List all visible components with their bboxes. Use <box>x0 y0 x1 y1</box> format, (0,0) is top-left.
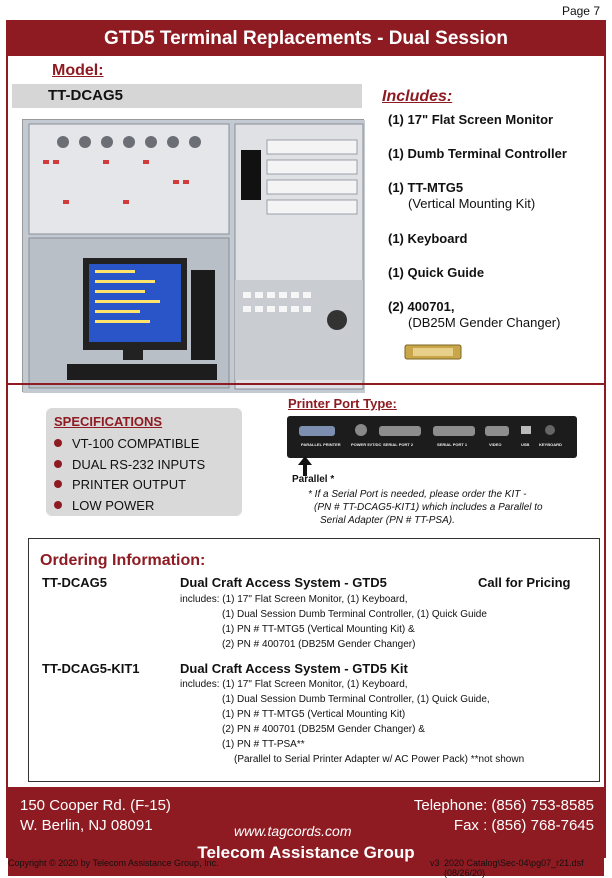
note-line: (PN # TT-DCAG5-KIT1) which includes a Parallel to <box>314 502 543 513</box>
includes-list <box>388 112 603 331</box>
product-photo-illustration <box>23 120 365 393</box>
printer-port-note <box>308 488 543 527</box>
product-photo <box>22 119 364 392</box>
model-label: Model: <box>52 62 104 79</box>
copyright-text: Copyright © 2020 by Telecom Assistance Group, Inc. <box>8 858 219 868</box>
power-port-icon <box>355 424 367 436</box>
model-name: TT-DCAG5 <box>48 87 123 104</box>
keyboard-port-icon <box>545 425 555 435</box>
spec-item-text: PRINTER OUTPUT <box>72 477 187 492</box>
detail-line: (2) PN # 400701 (DB25M Gender Changer) & <box>222 724 425 735</box>
include-item-text: (1) Quick Guide <box>388 265 485 280</box>
include-item <box>388 299 603 331</box>
order-row-description: Dual Craft Access System - GTD5 Kit <box>180 661 408 676</box>
detail-line: (1) PN # TT-PSA** <box>222 739 305 750</box>
specifications-title: SPECIFICATIONS <box>54 414 163 429</box>
detail-line: (1) PN # TT-MTG5 (Vertical Mounting Kit) <box>222 709 406 720</box>
usb-port-icon <box>521 426 531 434</box>
include-item <box>388 180 603 212</box>
detail-line: (1) Dual Session Dumb Terminal Controller, (1) Quick Guide <box>222 609 487 620</box>
page-title: GTD5 Terminal Replacements - Dual Session <box>8 22 604 56</box>
panel-label-video: VIDEO <box>489 442 502 447</box>
detail-line: (1) PN # TT-MTG5 (Vertical Mounting Kit) & <box>222 624 415 635</box>
page-number: Page 7 <box>561 4 600 18</box>
order-row-price: Call for Pricing <box>478 575 571 590</box>
include-item <box>388 112 603 128</box>
spec-item-text: LOW POWER <box>72 497 155 513</box>
detail-line: (1) Dual Session Dumb Terminal Controller, (1) Quick Guide, <box>222 694 490 705</box>
spec-item <box>54 455 205 476</box>
bullet-icon <box>54 480 62 488</box>
page-frame <box>6 20 606 862</box>
footer-company-name: Telecom Assistance Group <box>197 843 415 862</box>
include-item-text: (1) TT-MTG5 <box>388 180 464 195</box>
footer-address-line2: W. Berlin, NJ 08091 <box>20 817 153 834</box>
serial-port-1-icon <box>433 426 475 436</box>
order-row-details <box>180 592 487 652</box>
include-item <box>388 146 603 162</box>
bullet-icon <box>54 439 62 447</box>
panel-label-power: POWER 5VT/DC <box>351 442 382 447</box>
order-row-model: TT-DCAG5-KIT1 <box>42 661 140 676</box>
note-line: Serial Adapter (PN # TT-PSA). <box>320 515 455 526</box>
include-item <box>388 265 603 281</box>
footer-telephone: Telephone: (856) 753-8585 <box>413 797 594 814</box>
spec-item <box>54 475 205 496</box>
note-line: * If a Serial Port is needed, please order the KIT - <box>308 489 527 500</box>
spec-item <box>54 434 205 455</box>
panel-label-keyboard: KEYBOARD <box>539 442 562 447</box>
order-row-details <box>180 677 524 767</box>
footer-fax: Fax : (856) 768-7645 <box>453 817 594 834</box>
bullet-icon <box>54 460 62 468</box>
specifications-list <box>54 434 205 516</box>
order-row-model: TT-DCAG5 <box>42 575 107 590</box>
panel-label-serial-1: SERIAL PORT 1 <box>437 442 468 447</box>
version-text: v3 <box>430 858 440 868</box>
bullet-icon <box>54 501 62 509</box>
printer-port-title: Printer Port Type: <box>288 396 397 411</box>
detail-line: includes: (1) 17" Flat Screen Monitor, (1) Keyboard, <box>180 594 408 605</box>
order-row-description: Dual Craft Access System - GTD5 <box>180 575 387 590</box>
arrow-up-icon <box>298 456 312 476</box>
include-item-text: (1) 17" Flat Screen Monitor <box>388 112 554 127</box>
include-item-text: (2) 400701, <box>388 299 455 314</box>
detail-line: includes: (1) 17" Flat Screen Monitor, (1) Keyboard, <box>180 679 408 690</box>
parallel-port-icon <box>299 426 335 436</box>
include-item-subtext: (DB25M Gender Changer) <box>408 315 561 330</box>
detail-line: (Parallel to Serial Printer Adapter w/ AC Power Pack) **not shown <box>234 754 525 765</box>
include-item <box>388 231 603 247</box>
parallel-label: Parallel * <box>292 474 335 485</box>
include-item-subtext: (Vertical Mounting Kit) <box>408 196 536 211</box>
panel-label-usb: USB <box>521 442 530 447</box>
printer-port-panel-image <box>287 416 577 458</box>
detail-line: (2) PN # 400701 (DB25M Gender Changer) <box>222 639 416 650</box>
video-port-icon <box>485 426 509 436</box>
spec-item <box>54 496 205 517</box>
include-item-text: (1) Keyboard <box>388 231 468 246</box>
includes-label: Includes: <box>382 88 453 105</box>
serial-port-2-icon <box>379 426 421 436</box>
panel-label-serial-2: SERIAL PORT 2 <box>383 442 414 447</box>
footer-address-line1: 150 Cooper Rd. (F-15) <box>20 797 171 814</box>
include-item-text: (1) Dumb Terminal Controller <box>388 146 567 161</box>
section-divider <box>8 383 604 385</box>
catalog-reference: 2020 Catalog\Sec-04\pg07_r21.dsf (08/26/20) <box>444 858 584 878</box>
spec-item-text: VT-100 COMPATIBLE <box>72 436 200 451</box>
spec-item-text: DUAL RS-232 INPUTS <box>72 456 206 472</box>
panel-label-parallel: PARALLEL PRINTER <box>301 442 341 447</box>
gender-changer-image <box>403 342 463 362</box>
ordering-info-title: Ordering Information: <box>40 552 206 569</box>
footer-website-link[interactable]: www.tagcords.com <box>234 823 352 839</box>
